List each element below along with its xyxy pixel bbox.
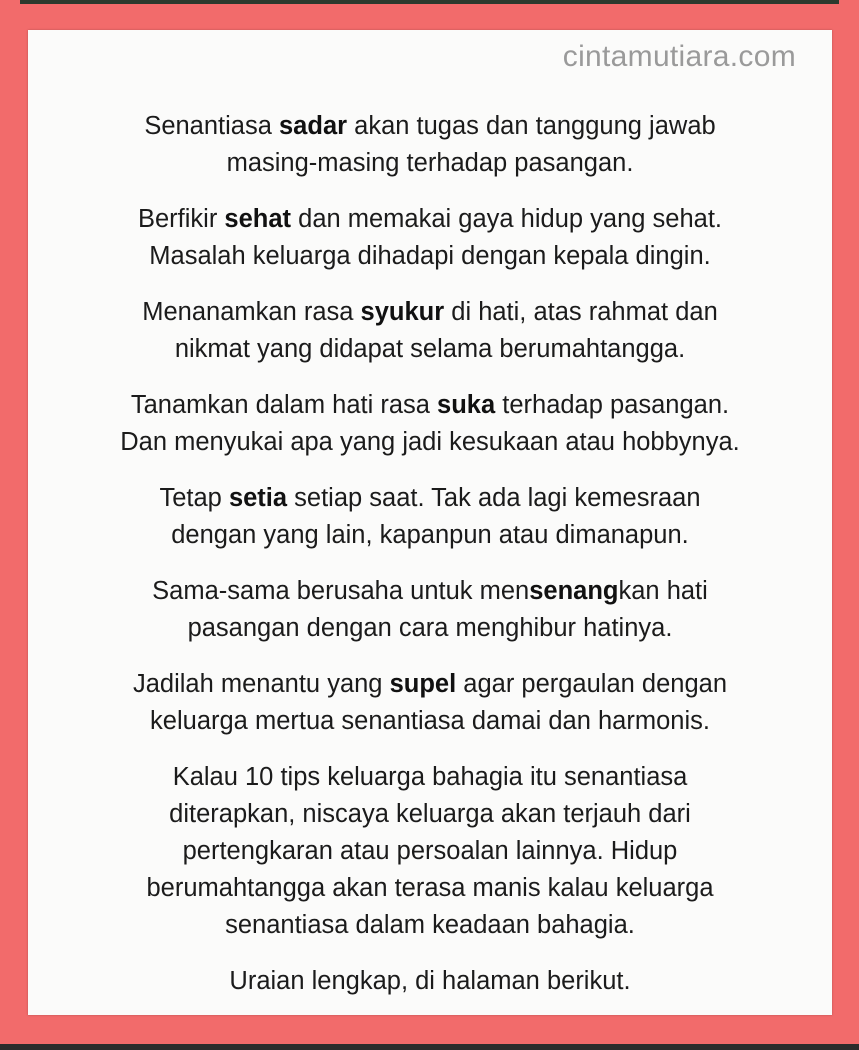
text-line	[120, 428, 740, 456]
tip-paragraph	[28, 201, 832, 275]
text-segment: pertengkaran atau persoalan lainnya. Hidup	[182, 837, 678, 865]
text-line	[225, 911, 635, 939]
text-segment: Dan menyukai apa yang jadi kesukaan atau hobbynya.	[120, 428, 740, 456]
text-segment: nikmat yang didapat selama berumahtangga.	[174, 335, 686, 363]
emphasis-word: sehat	[224, 205, 292, 233]
text-line	[159, 484, 700, 512]
top-frame-edge	[20, 0, 839, 4]
text-line	[227, 149, 634, 177]
text-segment: pasangan dengan cara menghibur hatinya.	[187, 614, 673, 642]
emphasis-word: sadar	[279, 112, 348, 140]
text-line	[138, 205, 722, 233]
text-line	[183, 837, 678, 865]
text-line	[133, 670, 727, 698]
text-segment: Senantiasa	[144, 112, 279, 140]
tip-paragraph	[28, 963, 832, 1000]
text-segment: senantiasa dalam keadaan bahagia.	[225, 911, 635, 939]
text-segment: setiap saat. Tak ada lagi kemesraan	[287, 484, 701, 512]
text-segment: dan memakai gaya hidup yang sehat.	[291, 205, 722, 233]
tip-paragraph	[28, 294, 832, 368]
text-segment: di hati, atas rahmat dan	[444, 298, 718, 326]
text-line	[146, 874, 713, 902]
tips-content	[28, 108, 832, 1019]
emphasis-word: suka	[437, 391, 496, 419]
text-line	[173, 763, 688, 791]
tips-card	[28, 30, 832, 1015]
text-line	[169, 800, 691, 828]
text-segment: Masalah keluarga dihadapi dengan kepala dingin.	[149, 242, 711, 270]
watermark-text: cintamutiara.com	[562, 40, 796, 73]
text-line	[171, 521, 689, 549]
emphasis-word: setia	[228, 484, 288, 512]
text-line	[131, 391, 729, 419]
text-segment: Tanamkan dalam hati rasa	[130, 391, 438, 419]
text-segment: masing-masing terhadap pasangan.	[226, 149, 634, 177]
text-segment: keluarga mertua senantiasa damai dan harmonis.	[150, 707, 710, 735]
tip-paragraph	[28, 480, 832, 554]
text-segment: kan hati	[618, 577, 708, 605]
text-segment: akan tugas dan tanggung jawab	[347, 112, 716, 140]
emphasis-word: syukur	[360, 298, 445, 326]
text-segment: Uraian lengkap, di halaman berikut.	[229, 967, 631, 995]
text-line	[152, 577, 708, 605]
bottom-frame-edge	[0, 1044, 859, 1050]
text-line	[142, 298, 718, 326]
emphasis-word: supel	[389, 670, 457, 698]
text-segment: terhadap pasangan.	[495, 391, 730, 419]
text-line	[175, 335, 685, 363]
text-line	[149, 242, 710, 270]
text-segment: Berfikir	[137, 205, 225, 233]
text-line	[144, 112, 715, 140]
tip-paragraph	[28, 387, 832, 461]
text-segment: Menanamkan rasa	[142, 298, 361, 326]
text-line	[229, 967, 630, 995]
text-segment: diterapkan, niscaya keluarga akan terjauh dari	[169, 800, 691, 828]
text-segment: agar pergaulan dengan	[456, 670, 728, 698]
text-line	[188, 614, 673, 642]
text-segment: dengan yang lain, kapanpun atau dimanapun.	[171, 521, 689, 549]
tip-paragraph	[28, 108, 832, 182]
tip-paragraph	[28, 666, 832, 740]
tip-paragraph	[28, 759, 832, 944]
emphasis-word: senang	[529, 577, 619, 605]
text-segment: Kalau 10 tips keluarga bahagia itu senantiasa	[172, 763, 688, 791]
text-line	[150, 707, 710, 735]
text-segment: berumahtangga akan terasa manis kalau keluarga	[146, 874, 714, 902]
text-segment: Tetap	[159, 484, 229, 512]
text-segment: Jadilah menantu yang	[132, 670, 390, 698]
tip-paragraph	[28, 573, 832, 647]
text-segment: Sama-sama berusaha untuk men	[152, 577, 530, 605]
